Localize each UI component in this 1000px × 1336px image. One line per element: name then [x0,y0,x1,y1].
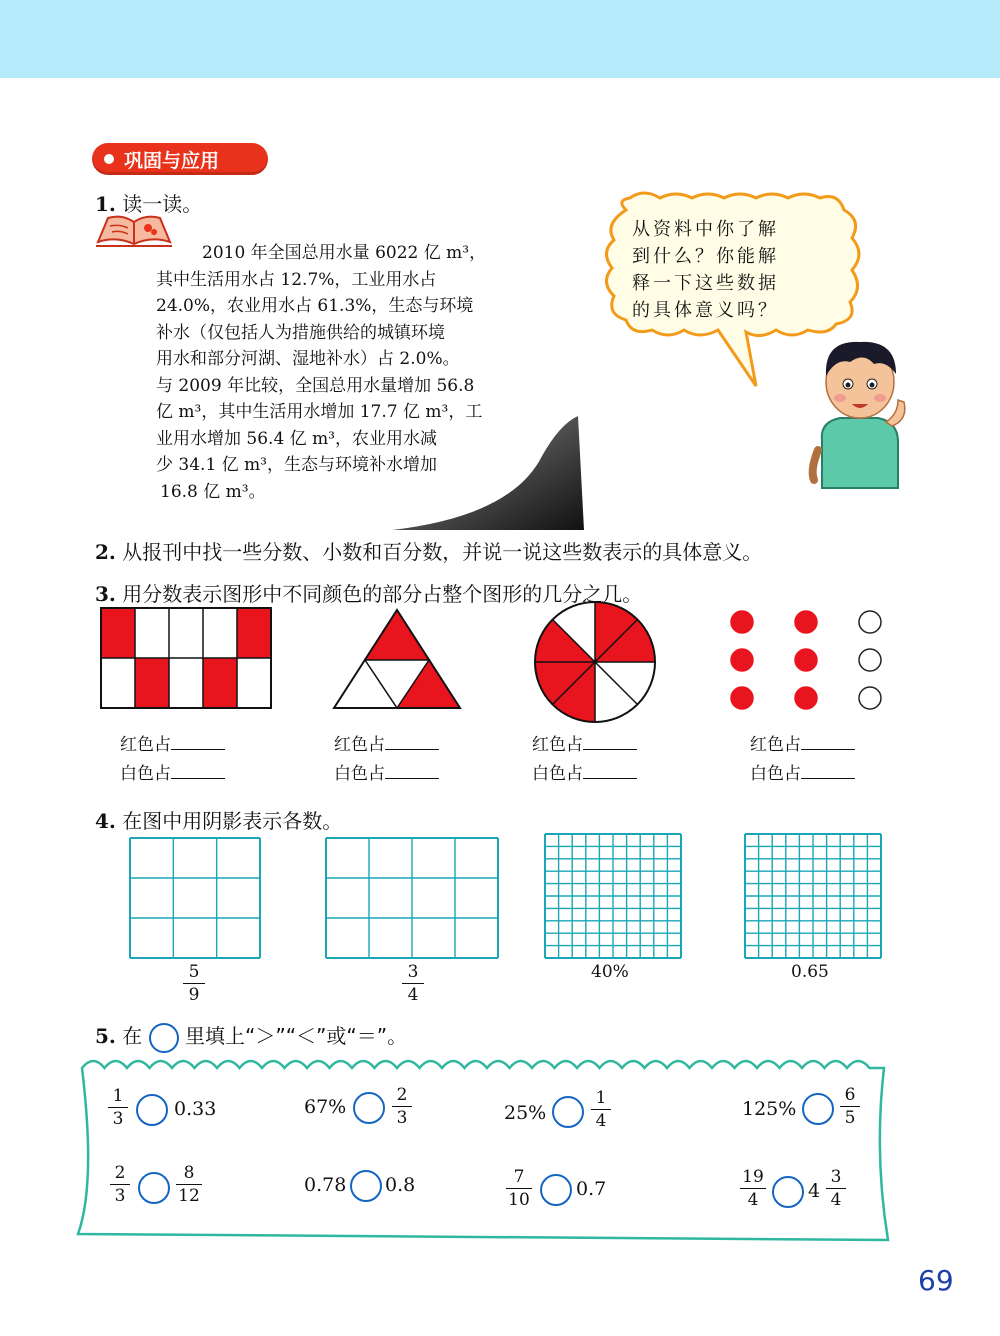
bullet-icon [104,154,114,164]
red-dot [731,611,753,633]
answer-blank[interactable] [385,733,439,750]
answer-blank[interactable] [583,733,637,750]
label-0-65: 0.65 [791,962,829,982]
q4-number: 4. [95,809,116,833]
red-dot [731,687,753,709]
reading-line: 少 34.1 亿 m³，生态与环境补水增加 [156,455,437,475]
fraction-1-4: 1 4 [591,1088,611,1131]
question-5 [95,1020,407,1053]
mixed-number-whole: 4 [808,1180,821,1202]
reading-line: 2010 年全国总用水量 6022 亿 m³， [202,243,487,263]
section-title: 巩固与应用 [124,150,220,172]
q3-number: 3. [95,582,116,606]
grid-4x3[interactable] [324,836,500,960]
label-40-percent: 40% [591,962,629,982]
white-dot [859,611,881,633]
value-0-7: 0.7 [576,1178,607,1200]
q2-text: 从报刊中找一些分数、小数和百分数，并说一说这些数表示的具体意义。 [122,540,763,564]
q4-text: 在图中用阴影表示各数。 [122,809,343,833]
white-dot [859,649,881,671]
grid-10x10-a[interactable] [543,832,683,960]
figure-3-white-label: 白色占 [532,759,637,784]
answer-blank[interactable] [385,762,439,779]
figure-4-red-label: 红色占 [750,730,855,755]
answer-blank[interactable] [801,733,855,750]
grid-3x3[interactable] [128,836,262,960]
reading-line: 其中生活用水占 12.7%，工业用水占 [156,269,437,290]
fraction-5-9: 5 9 [183,962,205,1005]
top-banner [0,0,1000,78]
reading-line: 24.0%，农业用水占 61.3%，生态与环境 [156,296,474,316]
reading-line: 业用水增加 56.4 亿 m³，农业用水减 [156,428,437,449]
value-0-8: 0.8 [385,1174,416,1196]
fraction-7-10: 7 10 [506,1167,532,1210]
answer-blank[interactable] [171,762,225,779]
figure-2-red-label: 红色占 [334,730,439,755]
bubble-line: 到什么？你能解 [632,246,779,267]
answer-blank[interactable] [801,762,855,779]
section-tag [92,143,268,175]
bubble-line: 释一下这些数据 [632,273,779,294]
figure-circle-sectors [532,600,658,724]
q5-number: 5. [95,1024,116,1048]
value-67-percent: 67% [304,1096,347,1118]
boy-illustration [800,330,912,490]
grid-10x10-b[interactable] [743,832,883,960]
red-dot [795,611,817,633]
fraction-19-4: 19 4 [740,1167,766,1210]
figure-3-red-label: 红色占 [532,730,637,755]
answer-circle[interactable] [552,1096,584,1128]
fraction-3-4: 3 4 [402,962,424,1005]
reading-line: 用水和部分河湖、湿地补水）占 2.0%。 [156,349,460,369]
value-0-78: 0.78 [304,1174,347,1196]
figure-rectangle-grid [100,607,272,709]
reading-line: 补水（仅包括人为措施供给的城镇环境 [156,322,445,343]
fraction-1-3: 1 3 [108,1086,128,1129]
figure-1-red-label: 红色占 [120,730,225,755]
page-number: 69 [918,1264,954,1297]
q3-text: 用分数表示图形中不同颜色的部分占整个图形的几分之几。 [122,582,643,606]
answer-circle[interactable] [353,1092,385,1124]
answer-blank[interactable] [171,733,225,750]
white-dot [859,687,881,709]
figure-2-white-label: 白色占 [334,759,439,784]
reading-line: 与 2009 年比较，全国总用水量增加 56.8 [156,375,475,396]
value-125-percent: 125% [742,1098,797,1120]
bubble-text [632,216,832,324]
answer-circle[interactable] [138,1172,170,1204]
figure-dot-array [728,606,888,714]
q2-number: 2. [95,540,116,564]
answer-blank[interactable] [583,762,637,779]
figure-triangle [332,608,462,710]
question-1 [95,188,202,217]
fraction-6-5: 6 5 [840,1085,860,1128]
bubble-line: 从资料中你了解 [632,219,779,240]
reading-line: 亿 m³，其中生活用水增加 17.7 亿 m³，工 [156,402,483,422]
question-2 [95,536,762,565]
q1-text: 读一读。 [122,192,203,216]
figure-4-white-label: 白色占 [750,759,855,784]
answer-circle[interactable] [350,1170,382,1202]
value-25-percent: 25% [504,1102,547,1124]
red-dot [795,687,817,709]
value-0-33: 0.33 [174,1098,217,1120]
fraction-2-3: 2 3 [392,1085,412,1128]
fraction-3-4: 3 4 [826,1167,846,1210]
question-4 [95,805,342,834]
red-dot [795,649,817,671]
answer-circle[interactable] [772,1176,804,1208]
fraction-2-3: 2 3 [110,1163,130,1206]
answer-circle[interactable] [802,1093,834,1125]
fraction-8-12: 8 12 [176,1163,202,1206]
bubble-line: 的具体意义吗？ [632,300,779,321]
circle-icon [149,1023,179,1053]
page-curl-image [392,416,584,530]
reading-line: 16.8 亿 m³。 [160,481,266,502]
red-dot [731,649,753,671]
q5-suffix: 里填上“＞”“＜”或“＝”。 [184,1024,408,1048]
q5-prefix: 在 [122,1024,143,1048]
answer-circle[interactable] [136,1094,168,1126]
exercise-frame [72,1050,898,1252]
figure-1-white-label: 白色占 [120,759,225,784]
answer-circle[interactable] [540,1174,572,1206]
q1-number: 1. [95,192,116,216]
